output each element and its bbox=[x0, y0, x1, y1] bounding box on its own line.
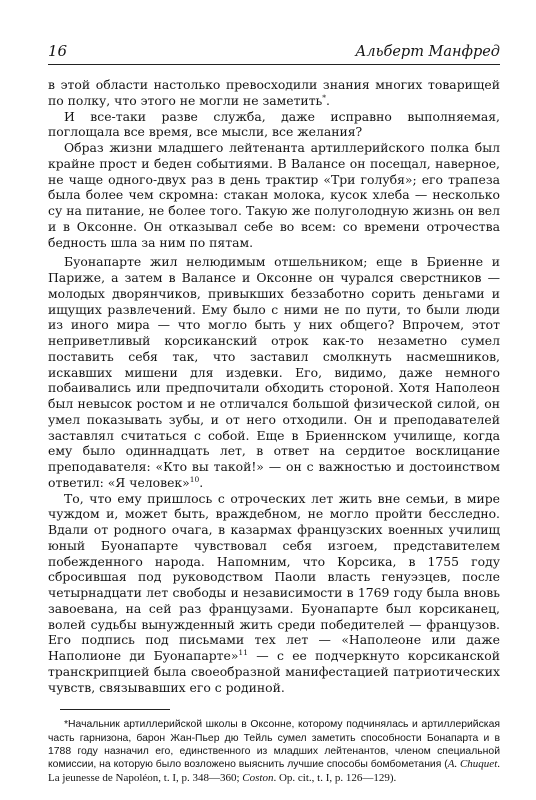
running-header bbox=[48, 42, 500, 65]
running-title: Альберт Манфред bbox=[355, 44, 500, 60]
endnote-mark: 10 bbox=[189, 474, 200, 484]
paragraph: в этой области настолько превосходили знания многих товарищей по полку, что этого не могли не заметить*. bbox=[48, 77, 500, 108]
footnote-mark: * bbox=[64, 719, 69, 731]
endnote-mark: 11 bbox=[238, 647, 248, 657]
footnote: *Начальник артиллерийской школы в Оксонне, которому подчинялась и артиллерийская часть гарнизона, барон Жан-Пьер дю Тейль сумел заметить способности Бонапарта и в 1788 году назначил его, единственного из младших лейтенантов, членом специальной комиссии, на которую было возложено выяснить лучшие способы бомбометания (A. Chuquet. La jeunesse de Napoléon, t. I, p. 348—360; Coston. Op. cit., t. I, p. 126—129). bbox=[48, 719, 500, 784]
footnote-divider bbox=[60, 709, 170, 710]
paragraph: Образ жизни младшего лейтенанта артиллерийского полка был крайне прост и беден событиями. В Валансе он посещал, наверное, не чаще одного-двух раз в день трактир «Три голубя»; его трапеза была более чем скромна: стакан молока, кусок хлеба — несколько су на питание, не более того. Такую же полуголодную жизнь он вел и в Оксонне. Он отказывал себе во всем: со времени отрочества бедность шла за ним по пятам. bbox=[48, 140, 500, 250]
footnote-author: A. Chuquet bbox=[447, 758, 498, 771]
footnote-mark: * bbox=[322, 92, 327, 102]
paragraph: Буонапарте жил нелюдимым отшельником; еще в Бриенне и Париже, а затем в Валансе и Оксонне он чурался сверстников — молодых дворянчиков, привыкших беззаботно сорить деньгами и ищущих развлечений. Ему было с ними не по пути, то были люди из иного мира — что могло быть у них общего? Впрочем, этот неприветливый корсиканский отрок как-то незаметно сумел поставить себя так, что заставил смолкнуть насмешников, искавших мишени для издевки. Его, видимо, даже немного побаивались или предпочитали обходить стороной. Хотя Наполеон был невысок ростом и не отличался большой физической силой, он умел показывать зубы, и от него отходили. Он и преподавателей заставлял считаться с собой. Еще в Бриеннском училище, когда ему было одиннадцать лет, в ответ на сердитое восклицание преподавателя: «Кто вы такой!» — он с важностью и достоинством ответил: «Я человек»$^{10}$. bbox=[48, 254, 500, 490]
body-text bbox=[48, 77, 500, 695]
page-number: 16 bbox=[48, 42, 68, 60]
book-page bbox=[48, 42, 500, 785]
footnote-author: Coston bbox=[242, 771, 274, 784]
paragraph: То, что ему пришлось с отроческих лет жить вне семьи, в мире чуждом и, может быть, враждебном, не могло пройти бесследно. Вдали от родного очага, в казармах французских военных училищ юный Буонапарте чувствовал себя изгоем, представителем побежденного народа. Напомним, что Корсика, в 1755 году сбросившая под руководством Паоли власть генуэзцев, после четырнадцати лет свободы и независимости в 1769 году была вновь завоевана, на сей раз французами. Буонапарте был корсиканец, волей судьбы вынужденный жить среди победителей — французов. Его подпись под письмами тех лет — «Наполеоне или даже Наполионе ди Буонапарте»$^{11}$ — с ее подчеркнуто корсиканской транскрипцией была своеобразной манифестацией патриотических чувств, связывавших его с родиной. bbox=[48, 490, 500, 695]
paragraph: И все-таки разве служба, даже исправно выполняемая, поглощала все время, все мысли, все желания? bbox=[48, 108, 500, 140]
